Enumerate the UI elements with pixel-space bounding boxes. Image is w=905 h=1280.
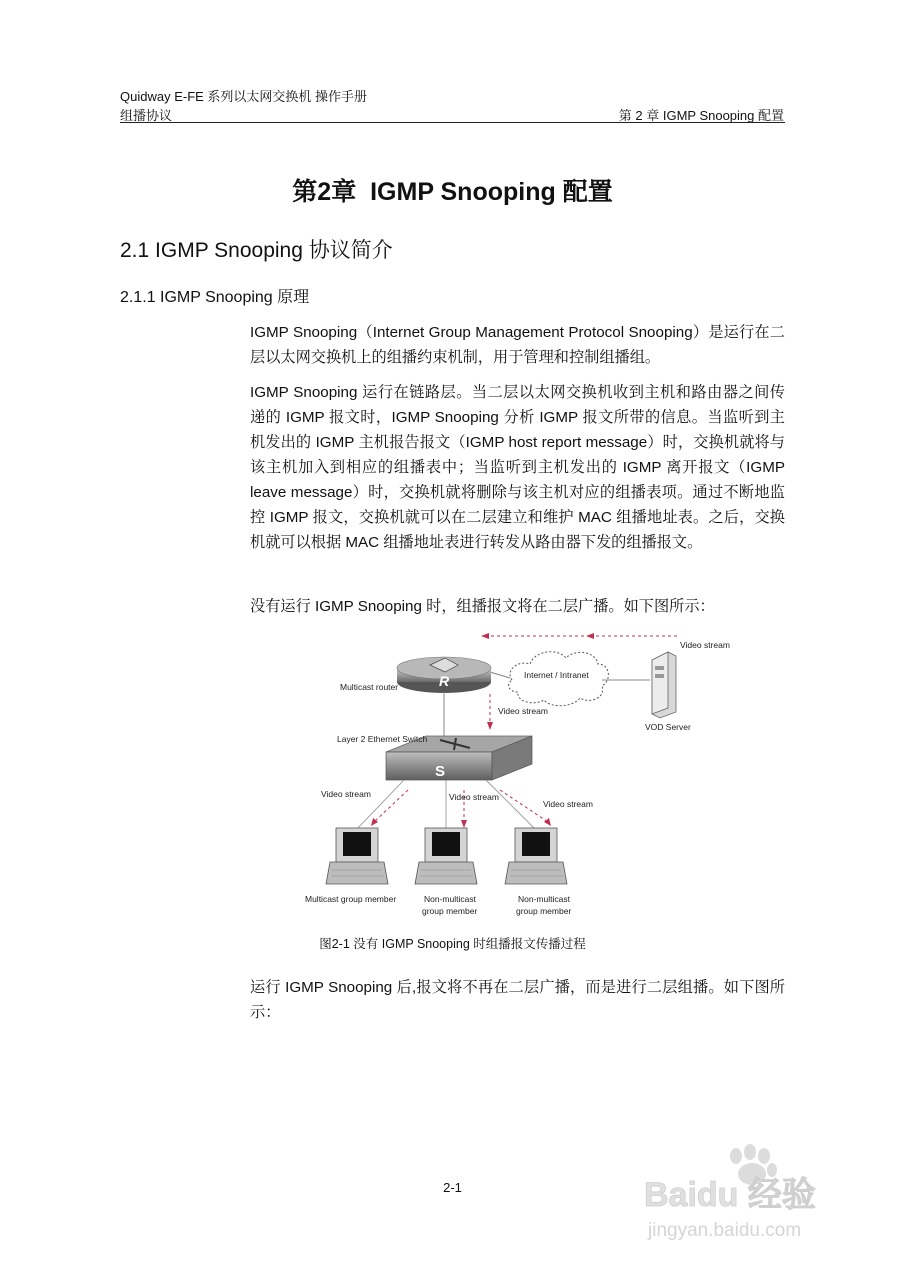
- header-section: 组播协议: [120, 108, 173, 123]
- label-non-multicast-1: Non-multicast: [424, 894, 476, 904]
- paragraph-with-snooping: 运行 IGMP Snooping 后,报文将不再在二层广播，而是进行二层组播。如下图所示：: [250, 979, 785, 1021]
- paragraph-without-snooping: 没有运行 IGMP Snooping 时，组播报文将在二层广播。如下图所示：: [250, 598, 715, 615]
- label-internet: Internet / Intranet: [524, 670, 589, 680]
- label-video-stream-mid: Video stream: [498, 706, 548, 716]
- label-vod-server: VOD Server: [645, 722, 691, 732]
- label-video-stream-center: Video stream: [449, 792, 499, 802]
- page-number: 2-1: [443, 1180, 462, 1195]
- header-product: Quidway E-FE 系列以太网交换机 操作手册: [120, 89, 368, 104]
- chapter-title: [0, 172, 905, 208]
- label-multicast-member: Multicast group member: [305, 894, 397, 904]
- chapter-number: 第2章: [292, 178, 357, 206]
- section-title: 2.1 IGMP Snooping 协议简介: [120, 239, 393, 262]
- label-video-stream-top: Video stream: [680, 640, 730, 650]
- header-chapter-ref: 第 2 章 IGMP Snooping 配置: [618, 108, 784, 123]
- arrow-head-2: [586, 633, 594, 639]
- chapter-title-text: IGMP Snooping 配置: [370, 178, 613, 206]
- host-computer-icon-1: [326, 828, 388, 884]
- label-video-stream-left: Video stream: [321, 789, 371, 799]
- paragraph-mechanism: IGMP Snooping 运行在链路层。当二层以太网交换机收到主机和路由器之间传递的 IGMP 报文时，IGMP Snooping 分析 IGMP 报文所带的信息。当监听到主机发出的 IGMP 主机报告报文（IGMP host report message）时，交换机就将与该主机加入到相应的组播表中；当监听到主机发出的 IGMP 离开报文（IGMP leave message）时，交换机就将删除与该主机对应的组播表项。通过不断地监控 IGMP 报文，交换机就可以在二层建立和维护 MAC 组播地址表。之后，交换机就可以根据 MAC 组播地址表进行转发从路由器下发的组播报文。: [250, 384, 785, 551]
- switch-mark: S: [434, 763, 446, 780]
- label-group-member-1: group member: [422, 906, 478, 916]
- arrow-head-1: [481, 633, 489, 639]
- figure-caption: 图2-1 没有 IGMP Snooping 时组播报文传播过程: [319, 937, 586, 951]
- figure-network-diagram: [295, 625, 735, 925]
- switch-host-links: [356, 780, 536, 830]
- router-cloud-link: [490, 672, 510, 678]
- header-rule: [120, 122, 785, 123]
- vod-server-icon: [652, 652, 676, 718]
- host-computer-icon-3: [505, 828, 567, 884]
- arrow-head-3: [487, 722, 493, 730]
- arrow-head-6: [544, 818, 551, 826]
- multicast-router-icon: [397, 657, 491, 693]
- subsection-title: 2.1.1 IGMP Snooping 原理: [120, 289, 310, 306]
- label-group-member-2: group member: [516, 906, 572, 916]
- baidu-watermark: [640, 1140, 860, 1250]
- host-computer-icon-2: [415, 828, 477, 884]
- router-mark: R: [438, 673, 450, 689]
- label-video-stream-right: Video stream: [543, 799, 593, 809]
- arrow-head-5: [461, 820, 467, 828]
- label-multicast-router: Multicast router: [340, 682, 399, 692]
- label-switch: Layer 2 Ethernet Switch: [337, 734, 428, 744]
- paragraph-intro: IGMP Snooping（Internet Group Management Protocol Snooping）是运行在二层以太网交换机上的组播约束机制，用于管理和控制组播组。: [250, 324, 785, 366]
- label-non-multicast-2: Non-multicast: [518, 894, 570, 904]
- watermark-brand: Baidu 经验: [644, 1176, 816, 1214]
- watermark-url: jingyan.baidu.com: [648, 1220, 802, 1241]
